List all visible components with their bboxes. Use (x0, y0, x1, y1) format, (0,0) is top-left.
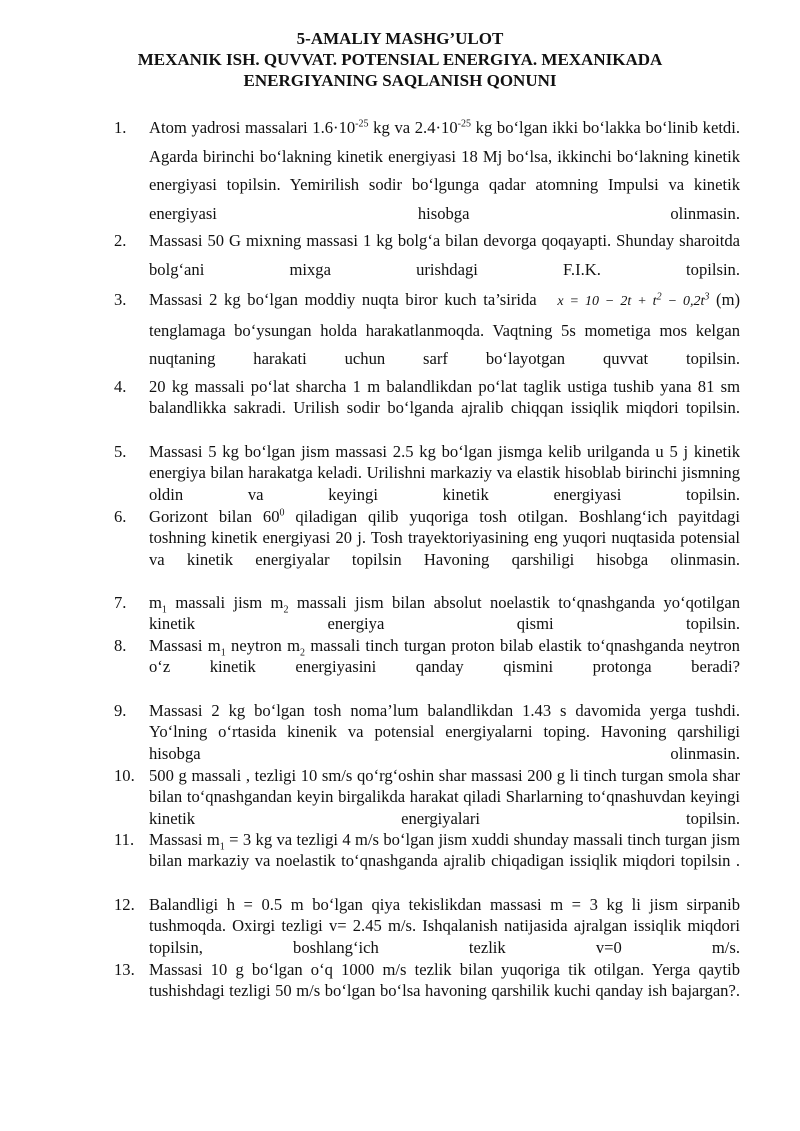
problem-number: 8. (114, 636, 127, 655)
problem-item (114, 376, 740, 440)
problem-text: Massasi 2 kg bo‘lgan tosh noma’lum balandlikdan 1.43 s davomida yerga tushdi. Yo‘lning o‘rtasida kinenik va potensial energiyalarni toping. Havoning qarshiligi hisobga olinmasin. (149, 701, 740, 763)
problem-item (114, 959, 740, 1023)
problem-number: 9. (114, 701, 127, 720)
topic-title-line-2: ENERGIYANING SAQLANISH QONUNI (243, 71, 557, 90)
page-header (0, 28, 800, 91)
problem-text: Massasi $m_1 = 3$ kg va tezligi 4 m/s bo‘lgan jism xuddi shunday massali tinch turgan jism bilan markaziy va noelastik to‘qnashganda ajralib chiqadigan issiqlik miqdori topilsin . (149, 830, 740, 871)
problem-text: Atom yadrosi massalari $1.6\cdot 10^{-25}$ kg va $2.4\cdot 10^{-25}$ kg bo‘lgan ikki bo‘lakka bo‘linib ketdi. Agarda birinchi bo‘lakning kinetik energiyasi 18 Mj bo‘lsa, ikkinchi bo‘lakning kinetik energiyasi topilsin. Yemirilish sodir bo‘lgunga qadar atomning Impulsi va kinetik energiyasi hisobga olinmasin. (149, 118, 740, 223)
problem-number: 13. (114, 960, 135, 979)
problem-item (114, 829, 740, 893)
problem-text: Balandligi h = 0.5 m bo‘lgan qiya tekislikdan massasi m = 3 kg li jism sirpanib tushmoqda. Oxirgi tezligi v= 2.45 m/s. Ishqalanish natijasida ajralgan issiqlik miqdori topilsin, boshlang‘ich tezlik v=0 m/s. (149, 895, 740, 957)
problem-text: Massasi $m_1$ neytron $m_2$ massali tinch turgan proton bilab elastik to‘qnashganda neytron o‘z kinetik energiyasini qanday qismini protonga beradi? (149, 636, 740, 677)
problem-text: Massasi 5 kg bo‘lgan jism massasi 2.5 kg bo‘lgan jismga kelib urilganda u 5 j kinetik energiya bilan harakatga keladi. Urilishni markaziy va elastik hisoblab birinchi jismning oldin va keyingi kinetik energiyasi topilsin. (149, 442, 740, 504)
problem-number: 6. (114, 507, 127, 526)
problem-text: $m_1$ massali jism $m_2$ massali jism bilan absolut noelastik to‘qnashganda yo‘qotilgan kinetik energiya qismi topilsin. (149, 593, 740, 634)
problem-number: 5. (114, 442, 127, 461)
lesson-number-title: 5-AMALIY MASHG’ULOT (296, 29, 504, 48)
problem-item (114, 506, 740, 592)
problem-number: 4. (114, 377, 127, 396)
problem-item (114, 635, 740, 699)
problem-text: Massasi 50 G mixning massasi 1 kg bolg‘a bilan devorga qoqayapti. Shunday sharoitda bolg‘ani mixga urishdagi F.I.K. topilsin. (149, 231, 740, 279)
problem-number: 12. (114, 895, 135, 914)
topic-title-line-1: MEXANIK ISH. QUVVAT. POTENSIAL ENERGIYA. MEXANIKADA (137, 50, 663, 69)
problem-text: 20 kg massali po‘lat sharcha 1 m balandlikdan po‘lat taglik ustiga tushib yana 81 sm balandlikka sakradi. Urilish sodir bo‘lganda ajralib chiqqan issiqlik miqdori topilsin. (149, 377, 740, 418)
problem-number: 11. (114, 830, 135, 849)
problem-text: Massasi 10 g bo‘lgan o‘q 1000 m/s tezlik bilan yuqoriga tik otilgan. Yerga qaytib tushishdagi tezligi 50 m/s bo‘lgan bo‘lsa havoning qarshilik kuchi qanday ish bajargan?. (149, 960, 740, 1001)
problem-number: 7. (114, 593, 127, 612)
problem-number: 1. (114, 118, 127, 137)
problem-text: 500 g massali , tezligi 10 sm/s qo‘rg‘oshin shar massasi 200 g li tinch turgan smola shar bilan to‘qnashgandan keyin birgalikda harakat qiladi Sharlarning to‘qnashuvdan keyingi kinetik energiyalari topilsin. (149, 766, 740, 828)
problem-text: Massasi 2 kg bo‘lgan moddiy nuqta biror kuch ta’sirida $x = 10 - 2t + t^2 - 0,2t^3$ (m) tenglamaga bo‘ysungan holda harakatlanmoqda. Vaqtning 5s mometiga mos kelgan nuqtaning harakati uchun sarf bo‘layotgan quvvat topilsin. (149, 290, 741, 368)
problem-number: 3. (114, 290, 127, 309)
problem-number: 2. (114, 231, 127, 250)
problem-text: Gorizont bilan $60^0$ qiladigan qilib yuqoriga tosh otilgan. Boshlang‘ich payitdagi toshning kinetik energiyasi 20 j. Tosh trayektoriyasining eng yuqori nuqtasida potensial va kinetik energiyalar topilsin Havoning qarshiligi hisobga olinmasin. (149, 507, 740, 569)
problem-number: 10. (114, 766, 135, 785)
